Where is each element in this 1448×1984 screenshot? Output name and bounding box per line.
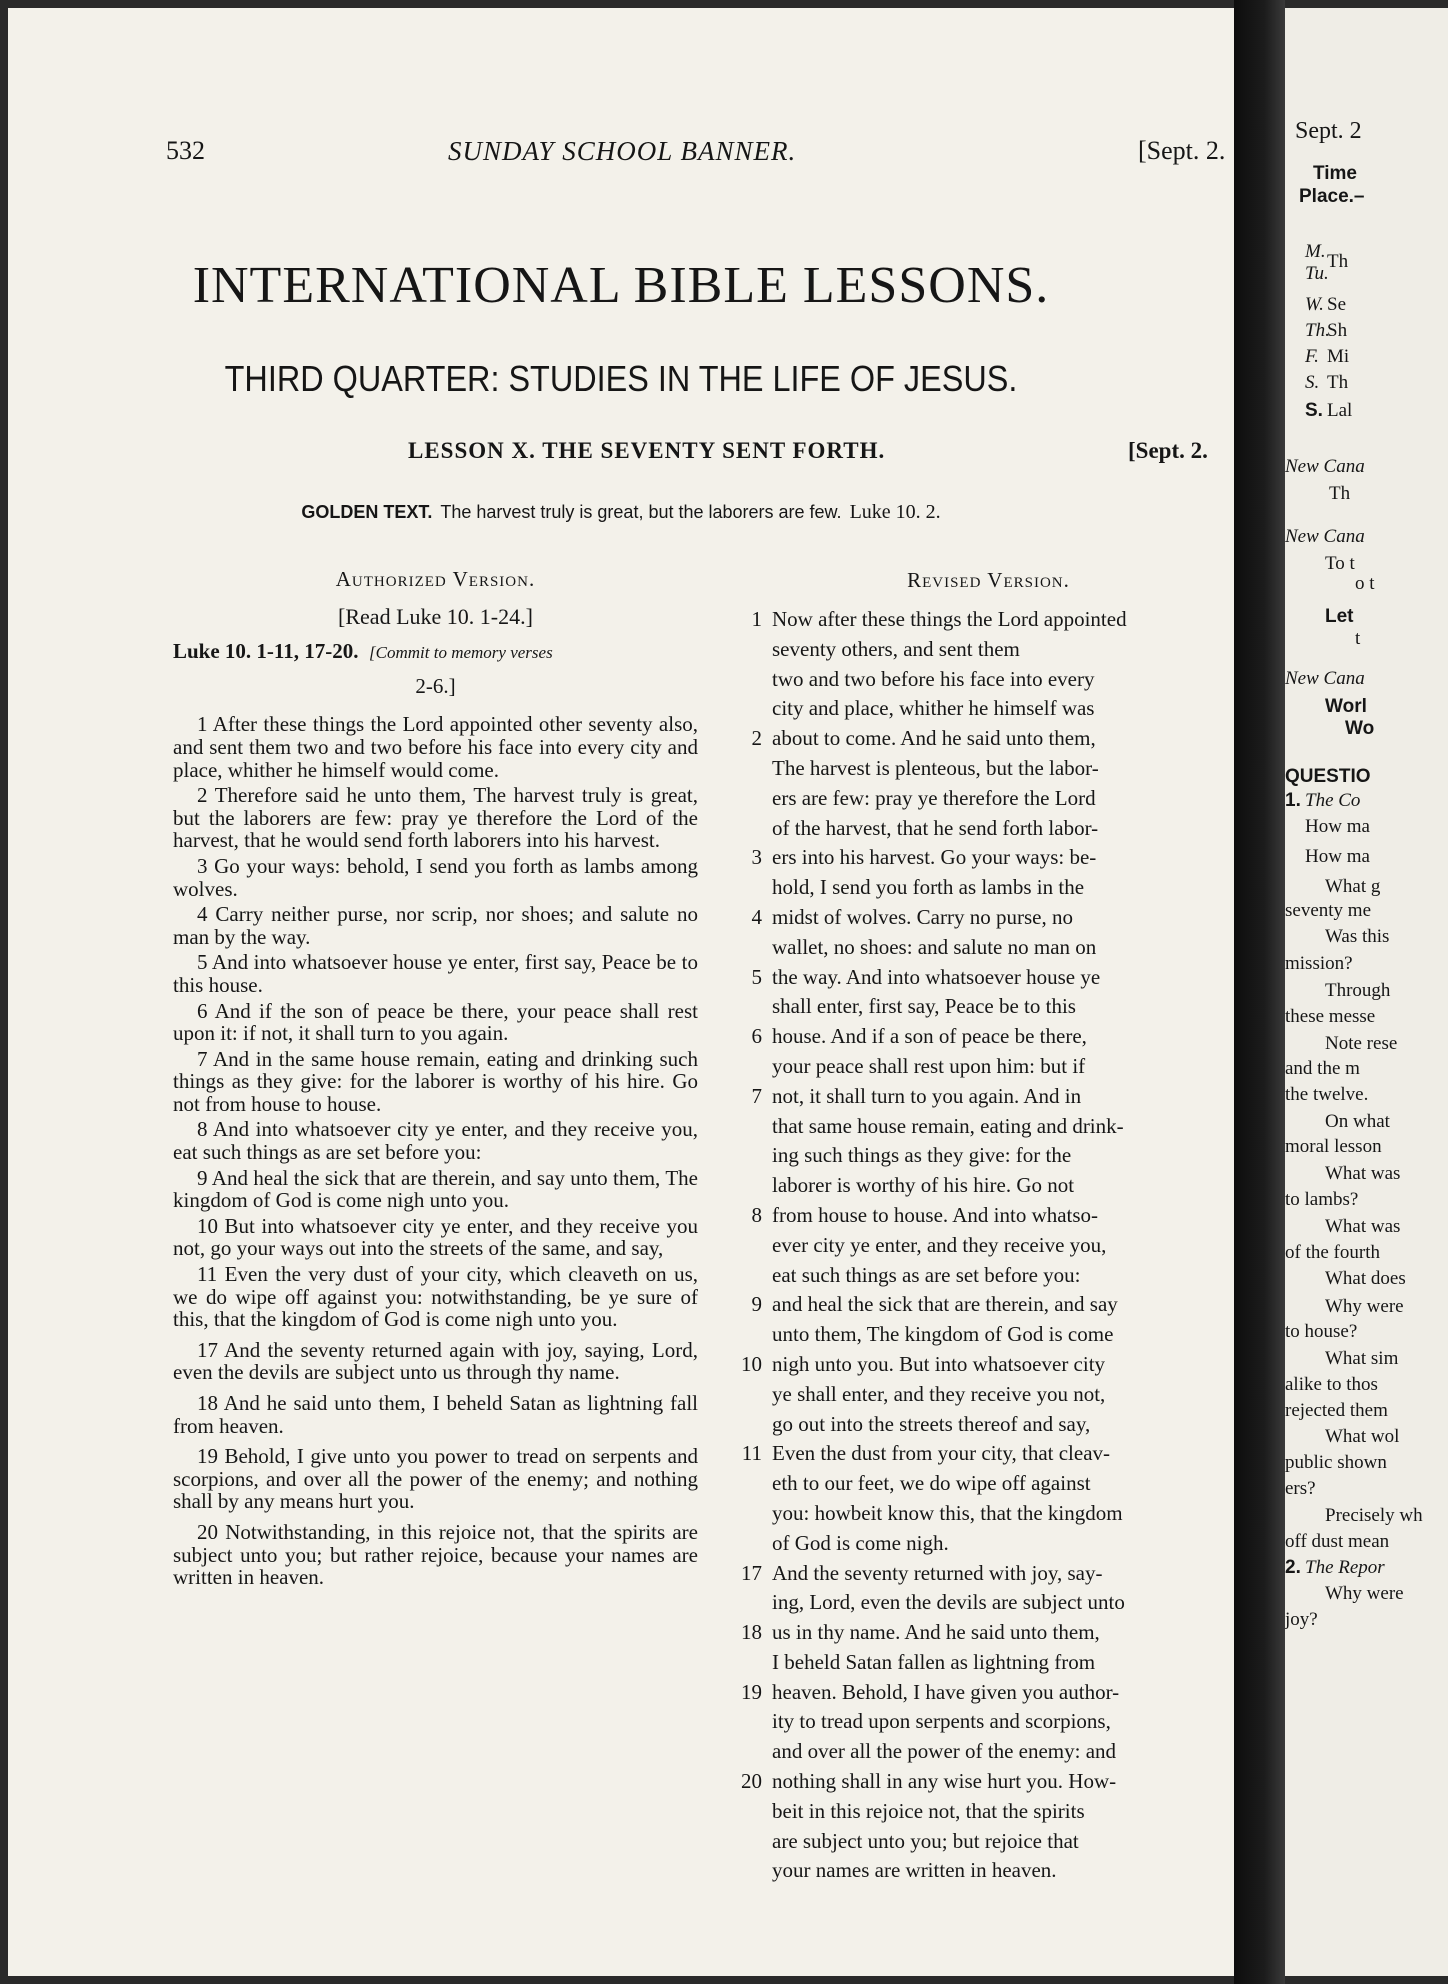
- revised-line-text: ity to tread upon serpents and scorpions,: [772, 1709, 1111, 1734]
- revised-line-text: of the harvest, that he send forth labor-: [772, 815, 1099, 840]
- right-page-text-fragment: Precisely wh: [1325, 1505, 1423, 1526]
- page-title: INTERNATIONAL BIBLE LESSONS.: [192, 257, 1050, 314]
- right-page-text-fragment: Time: [1313, 163, 1358, 184]
- revised-line: [736, 1648, 1241, 1678]
- right-page-text-fragment: Why were: [1325, 1296, 1404, 1317]
- revised-line: [736, 1350, 1241, 1380]
- revised-line: [736, 873, 1241, 903]
- left-page: [8, 8, 1234, 1976]
- lesson-reference-verses: Luke 10. 1-11, 17-20.: [173, 639, 359, 664]
- revised-line-text: from house to house. And into whatso-: [772, 1202, 1099, 1227]
- right-page-text-fragment: t: [1355, 628, 1361, 649]
- right-page-text-fragment: of the fourth: [1285, 1242, 1380, 1263]
- right-page-text-fragment: seventy me: [1285, 900, 1372, 921]
- verse-paragraph: 6 And if the son of peace be there, your peace shall rest upon it: if not, it shall turn to you again.: [173, 998, 698, 1046]
- verse-number: 9: [751, 1292, 762, 1317]
- right-page-text-fragment: To t: [1325, 553, 1355, 574]
- reading-reference: [Read Luke 10. 1-24.]: [338, 603, 533, 629]
- right-page-edge: [1285, 8, 1448, 1976]
- revised-line: [736, 1082, 1241, 1112]
- revised-line: [736, 992, 1241, 1022]
- verse-number: 20: [741, 1769, 762, 1794]
- right-page-text-fragment: The Repor: [1305, 1557, 1385, 1578]
- revised-line: [736, 754, 1241, 784]
- revised-line: [736, 665, 1241, 695]
- lesson-title: LESSON X. THE SEVENTY SENT FORTH.: [408, 438, 886, 463]
- revised-line-text: house. And if a son of peace be there,: [772, 1024, 1087, 1049]
- revised-line-text: go out into the streets thereof and say,: [772, 1411, 1091, 1436]
- right-page-text-fragment: mission?: [1285, 953, 1353, 974]
- right-page-text-fragment: Place.–: [1299, 186, 1365, 207]
- verse-number: 11: [741, 1441, 762, 1466]
- revised-line-text: and heal the sick that are therein, and say: [772, 1292, 1118, 1317]
- right-page-text-fragment: Sept. 2: [1295, 118, 1362, 144]
- right-page-text-fragment: How ma: [1305, 816, 1370, 837]
- revised-line-text: us in thy name. And he said unto them,: [772, 1620, 1100, 1645]
- golden-text-body: The harvest truly is great, but the laborers are few.: [440, 502, 842, 522]
- revised-line-text: And the seventy returned with joy, say-: [772, 1560, 1103, 1585]
- revised-line: [736, 1171, 1241, 1201]
- revised-line-text: eth to our feet, we do wipe off against: [772, 1471, 1091, 1496]
- authorized-version-column: [173, 568, 698, 1592]
- revised-line: [736, 1856, 1241, 1886]
- verse-paragraph: 5 And into whatsoever house ye enter, first say, Peace be to this house.: [173, 950, 698, 997]
- right-page-text-fragment: to house?: [1285, 1321, 1358, 1342]
- verse-paragraph: 2 Therefore said he unto them, The harvest truly is great, but the laborers are few: pray ye therefore the Lord of the harvest, that he would send forth laborers into his harvest.: [173, 783, 698, 853]
- verse-number: 17: [741, 1560, 762, 1585]
- right-page-text-fragment: 1.: [1285, 790, 1301, 811]
- revised-line-text: your peace shall rest upon him: but if: [772, 1053, 1086, 1078]
- revised-line: [736, 1112, 1241, 1142]
- right-page-text-fragment: What wol: [1325, 1426, 1400, 1447]
- revised-line-text: nothing shall in any wise hurt you. How-: [772, 1769, 1117, 1794]
- revised-line-text: heaven. Behold, I have given you author-: [772, 1679, 1120, 1704]
- verse-paragraph: 18 And he said unto them, I beheld Satan as lightning fall from heaven.: [173, 1391, 698, 1438]
- verse-paragraph: 7 And in the same house remain, eating and drinking such things as they give: for the laborer is worthy of his hire. Go not from house to house.: [173, 1046, 698, 1116]
- revised-line: [736, 1559, 1241, 1589]
- right-page-text-fragment: Tu.: [1305, 263, 1329, 284]
- authorized-version-heading: Authorized Version.: [335, 567, 536, 591]
- revised-line-text: ye shall enter, and they receive you not,: [772, 1381, 1106, 1406]
- right-page-text-fragment: Th: [1327, 372, 1349, 393]
- right-page-text-fragment: alike to thos: [1285, 1374, 1378, 1395]
- revised-line: [736, 1529, 1241, 1559]
- revised-line: [736, 694, 1241, 724]
- right-page-text-fragment: How ma: [1305, 846, 1370, 867]
- right-page-text-fragment: Wo: [1345, 718, 1375, 739]
- verse-paragraph: 4 Carry neither purse, nor scrip, nor shoes; and salute no man by the way.: [173, 902, 698, 949]
- revised-line: [736, 1797, 1241, 1827]
- revised-line: [736, 635, 1241, 665]
- verse-number: 19: [741, 1679, 762, 1704]
- revised-line: [736, 1827, 1241, 1857]
- revised-line-text: ever city ye enter, and they receive you,: [772, 1232, 1107, 1257]
- verse-number: 5: [751, 964, 762, 989]
- revised-line: [736, 843, 1241, 873]
- right-page-text-fragment: What sim: [1325, 1348, 1399, 1369]
- book-gutter: [1234, 0, 1285, 1984]
- right-page-text-fragment: The Co: [1305, 790, 1361, 811]
- right-page-text-fragment: off dust mean: [1285, 1531, 1390, 1552]
- golden-text-label: GOLDEN TEXT.: [301, 502, 433, 522]
- revised-line-text: Even the dust from your city, that cleav-: [772, 1441, 1111, 1466]
- revised-line-text: wallet, no shoes: and salute no man on: [772, 934, 1097, 959]
- right-page-text-fragment: joy?: [1285, 1609, 1318, 1630]
- revised-line: [736, 1261, 1241, 1291]
- lesson-reference: [173, 640, 698, 665]
- revised-line: [736, 1499, 1241, 1529]
- right-page-text-fragment: Why were: [1325, 1583, 1404, 1604]
- verse-paragraph: 20 Notwithstanding, in this rejoice not, that the spirits are subject unto you; but rather rejoice, because your names are written in heaven.: [173, 1519, 698, 1590]
- right-page-text-fragment: What was: [1325, 1216, 1401, 1237]
- revised-line-text: not, it shall turn to you again. And in: [772, 1083, 1082, 1108]
- verse-number: 7: [751, 1083, 762, 1108]
- revised-line-text: two and two before his face into every: [772, 666, 1095, 691]
- revised-line-text: Now after these things the Lord appointed: [772, 607, 1127, 631]
- revised-line-text: midst of wolves. Carry no purse, no: [772, 904, 1073, 929]
- revised-line: [736, 784, 1241, 814]
- verse-paragraph: 8 And into whatsoever city ye enter, and they receive you, eat such things as are set before you:: [173, 1117, 698, 1165]
- revised-line-text: city and place, whither he himself was: [772, 696, 1095, 721]
- verse-paragraph: 3 Go your ways: behold, I send you forth as lambs among wolves.: [173, 853, 698, 901]
- revised-line-text: you: howbeit know this, that the kingdom: [772, 1500, 1123, 1525]
- revised-line: [736, 605, 1241, 635]
- right-page-text-fragment: Th.: [1305, 320, 1330, 341]
- revised-line-text: eat such things as are set before you:: [772, 1262, 1081, 1287]
- revised-line: [736, 1707, 1241, 1737]
- right-page-text-fragment: moral lesson: [1285, 1136, 1382, 1157]
- golden-text: [8, 501, 1234, 524]
- revised-line-text: The harvest is plenteous, but the labor-: [772, 755, 1099, 780]
- revised-line: [736, 1767, 1241, 1797]
- revised-line: [736, 1141, 1241, 1171]
- right-page-text-fragment: What was: [1325, 1163, 1401, 1184]
- revised-line-text: unto them, The kingdom of God is come: [772, 1322, 1114, 1347]
- right-page-text-fragment: On what: [1325, 1111, 1390, 1132]
- verse-number: 8: [751, 1202, 762, 1227]
- revised-line-text: beit in this rejoice not, that the spirits: [772, 1798, 1085, 1823]
- right-page-text-fragment: New Cana: [1285, 668, 1365, 689]
- revised-line-text: that same house remain, eating and drink-: [772, 1113, 1124, 1138]
- revised-line-text: laborer is worthy of his hire. Go not: [772, 1173, 1075, 1198]
- verse-number: 3: [751, 845, 762, 870]
- right-page-text-fragment: F.: [1305, 346, 1319, 367]
- revised-line-text: ing such things as they give: for the: [772, 1143, 1072, 1168]
- verse-paragraph: 17 And the seventy returned again with joy, saying, Lord, even the devils are subject unto us through thy name.: [173, 1337, 698, 1385]
- revised-line: [736, 1231, 1241, 1261]
- right-page-text-fragment: New Cana: [1285, 456, 1365, 477]
- header-date: [Sept. 2.: [1138, 136, 1226, 165]
- right-page-text-fragment: Lal: [1327, 400, 1353, 421]
- revised-line: [736, 1439, 1241, 1469]
- revised-line-text: and over all the power of the enemy: and: [772, 1739, 1117, 1764]
- right-page-text-fragment: these messe: [1285, 1006, 1376, 1027]
- revised-line: [736, 814, 1241, 844]
- revised-version-column: [736, 568, 1241, 1886]
- revised-line: [736, 933, 1241, 963]
- revised-line-text: shall enter, first say, Peace be to this: [772, 994, 1076, 1019]
- right-page-text-fragment: the twelve.: [1285, 1084, 1369, 1105]
- right-page-text-fragment: QUESTIO: [1285, 766, 1371, 787]
- right-page-text-fragment: Note rese: [1325, 1033, 1398, 1054]
- right-page-text-fragment: Was this: [1325, 926, 1390, 947]
- revised-line: [736, 1380, 1241, 1410]
- verse-paragraph: 10 But into whatsoever city ye enter, and they receive you not, go your ways out into the streets of the same, and say,: [173, 1213, 698, 1261]
- revised-line: [736, 903, 1241, 933]
- lesson-date: [Sept. 2.: [1128, 438, 1208, 463]
- revised-line-text: are subject unto you; but rejoice that: [772, 1828, 1079, 1853]
- revised-lines: [736, 605, 1241, 1886]
- revised-line-text: the way. And into whatsoever house ye: [772, 964, 1101, 989]
- right-page-text-fragment: Sh: [1327, 320, 1348, 341]
- right-page-text-fragment: W.: [1305, 294, 1324, 315]
- right-page-text-fragment: Se: [1327, 294, 1346, 315]
- authorized-verses: [173, 713, 698, 1588]
- right-page-text-fragment: 2.: [1285, 1557, 1301, 1578]
- revised-line: [736, 1588, 1241, 1618]
- verse-paragraph: 11 Even the very dust of your city, which cleaveth on us, we do wipe off against you: notwithstanding, be ye sure of this, that the kingdom of God is come nigh unto you.: [173, 1262, 698, 1332]
- revised-line-text: nigh unto you. But into whatsoever city: [772, 1351, 1106, 1376]
- verse-paragraph: 9 And heal the sick that are therein, and say unto them, The kingdom of God is come nigh unto you.: [173, 1165, 698, 1213]
- revised-line-text: ers into his harvest. Go your ways: be-: [772, 845, 1097, 870]
- revised-line: [736, 1410, 1241, 1440]
- revised-line: [736, 1022, 1241, 1052]
- revised-line: [736, 1737, 1241, 1767]
- right-page-text-fragment: S.: [1305, 400, 1323, 421]
- revised-line-text: ers are few: pray ye therefore the Lord: [772, 785, 1096, 810]
- revised-line: [736, 1201, 1241, 1231]
- right-page-text-fragment: Worl: [1325, 696, 1367, 717]
- right-page-text-fragment: New Cana: [1285, 526, 1365, 547]
- right-page-text-fragment: Mi: [1327, 346, 1350, 367]
- right-page-text-fragment: and the m: [1285, 1058, 1360, 1079]
- right-page-text-fragment: ers?: [1285, 1478, 1316, 1499]
- revised-line-text: about to come. And he said unto them,: [772, 726, 1096, 751]
- verse-number: 18: [741, 1620, 762, 1645]
- revised-line: [736, 1678, 1241, 1708]
- revised-line-text: your names are written in heaven.: [772, 1858, 1057, 1883]
- right-page-text-fragment: What g: [1325, 876, 1381, 897]
- revised-line: [736, 963, 1241, 993]
- revised-line-text: ing, Lord, even the devils are subject unto: [772, 1590, 1125, 1615]
- right-page-text-fragment: Through: [1325, 980, 1391, 1001]
- right-page-text-fragment: public shown: [1285, 1452, 1387, 1473]
- revised-line: [736, 1618, 1241, 1648]
- revised-line: [736, 724, 1241, 754]
- verse-number: 6: [751, 1024, 762, 1049]
- verse-paragraph: 1 After these things the Lord appointed other seventy also, and sent them two and two before his face into every city and place, whither he himself would come.: [173, 712, 698, 782]
- verse-number: 4: [751, 904, 762, 929]
- right-page-text-fragment: rejected them: [1285, 1400, 1388, 1421]
- right-page-text-fragment: Th: [1329, 483, 1351, 504]
- revised-version-heading: Revised Version.: [907, 568, 1070, 592]
- right-page-text-fragment: Th: [1327, 251, 1349, 272]
- verse-number: 1: [751, 607, 762, 631]
- quarter-subtitle: THIRD QUARTER: STUDIES IN THE LIFE OF JESUS.: [224, 358, 1018, 399]
- verse-paragraph: 19 Behold, I give unto you power to tread on serpents and scorpions, and over all the power of the enemy; and nothing shall by any means hurt you.: [173, 1444, 698, 1514]
- publication-title: SUNDAY SCHOOL BANNER.: [448, 136, 797, 166]
- memory-verses-range: 2-6.]: [415, 673, 456, 698]
- revised-line-text: I beheld Satan fallen as lightning from: [772, 1649, 1096, 1674]
- revised-line-text: seventy others, and sent them: [772, 636, 1020, 661]
- verse-number: 2: [751, 726, 762, 751]
- revised-line-text: hold, I send you forth as lambs in the: [772, 875, 1085, 900]
- revised-line-text: of God is come nigh.: [772, 1530, 949, 1555]
- right-page-text-fragment: What does: [1325, 1268, 1406, 1289]
- page-number: 532: [166, 136, 205, 165]
- right-page-text-fragment: M.: [1305, 241, 1326, 262]
- right-page-text-fragment: S.: [1305, 372, 1320, 393]
- memory-verses-note: [Commit to memory verses: [369, 643, 553, 663]
- right-page-text-fragment: Let: [1325, 606, 1354, 627]
- right-page-text-fragment: to lambs?: [1285, 1189, 1359, 1210]
- right-page-text-fragment: o t: [1355, 573, 1375, 594]
- revised-line: [736, 1290, 1241, 1320]
- revised-line: [736, 1469, 1241, 1499]
- revised-line: [736, 1320, 1241, 1350]
- verse-number: 10: [741, 1351, 762, 1376]
- golden-text-reference: Luke 10. 2.: [849, 501, 941, 523]
- revised-line: [736, 1052, 1241, 1082]
